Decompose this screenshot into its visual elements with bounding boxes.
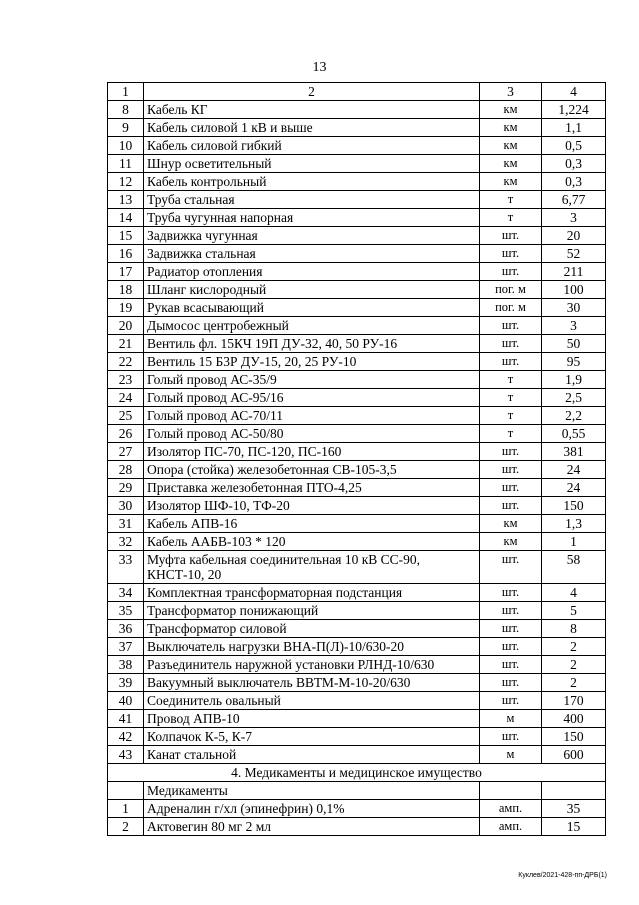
row-name: Кабель КГ	[144, 101, 480, 119]
row-name: Приставка железобетонная ПТО-4,25	[144, 479, 480, 497]
table-row	[108, 227, 606, 245]
table-row	[108, 155, 606, 173]
table-row	[108, 353, 606, 371]
row-unit: шт.	[480, 443, 542, 461]
row-number: 34	[108, 584, 144, 602]
row-quantity: 0,3	[542, 155, 606, 173]
table-row	[108, 818, 606, 836]
row-name: Вентиль фл. 15КЧ 19П ДУ-32, 40, 50 РУ-16	[144, 335, 480, 353]
row-number: 27	[108, 443, 144, 461]
header-cell-quantity: 4	[542, 83, 606, 101]
row-name: Трансформатор понижающий	[144, 602, 480, 620]
table-row	[108, 620, 606, 638]
row-quantity: 35	[542, 800, 606, 818]
row-unit: т	[480, 389, 542, 407]
row-name: Кабель силовой гибкий	[144, 137, 480, 155]
row-unit: т	[480, 209, 542, 227]
table-row	[108, 533, 606, 551]
table-row	[108, 461, 606, 479]
row-quantity: 6,77	[542, 191, 606, 209]
row-unit: т	[480, 425, 542, 443]
table-row	[108, 101, 606, 119]
table-row	[108, 371, 606, 389]
row-quantity: 30	[542, 299, 606, 317]
row-quantity: 24	[542, 461, 606, 479]
row-unit: шт.	[480, 317, 542, 335]
row-quantity: 400	[542, 710, 606, 728]
row-unit: шт.	[480, 353, 542, 371]
row-number: 19	[108, 299, 144, 317]
row-unit: км	[480, 137, 542, 155]
row-quantity: 1,224	[542, 101, 606, 119]
row-name: Шланг кислородный	[144, 281, 480, 299]
table-row	[108, 497, 606, 515]
row-number: 8	[108, 101, 144, 119]
row-unit: км	[480, 119, 542, 137]
row-unit: шт.	[480, 674, 542, 692]
table-row	[108, 389, 606, 407]
row-quantity: 4	[542, 584, 606, 602]
table-row	[108, 209, 606, 227]
row-number: 17	[108, 263, 144, 281]
row-unit: шт.	[480, 497, 542, 515]
row-quantity: 1,9	[542, 371, 606, 389]
row-number: 23	[108, 371, 144, 389]
row-name: Голый провод АС-95/16	[144, 389, 480, 407]
row-unit: т	[480, 371, 542, 389]
row-name: Задвижка стальная	[144, 245, 480, 263]
row-unit: шт.	[480, 461, 542, 479]
row-name: Голый провод АС-70/11	[144, 407, 480, 425]
row-number: 39	[108, 674, 144, 692]
table-row	[108, 191, 606, 209]
row-name: Голый провод АС-35/9	[144, 371, 480, 389]
row-quantity: 3	[542, 317, 606, 335]
row-name: Кабель АПВ-16	[144, 515, 480, 533]
row-number: 33	[108, 551, 144, 584]
row-name: Разъединитель наружной установки РЛНД-10/630	[144, 656, 480, 674]
row-unit: амп.	[480, 818, 542, 836]
row-name: Задвижка чугунная	[144, 227, 480, 245]
row-quantity: 20	[542, 227, 606, 245]
row-quantity: 52	[542, 245, 606, 263]
table-row	[108, 728, 606, 746]
row-number: 40	[108, 692, 144, 710]
row-quantity: 2,5	[542, 389, 606, 407]
row-quantity: 2	[542, 674, 606, 692]
row-name: Соединитель овальный	[144, 692, 480, 710]
row-name: Изолятор ШФ-10, ТФ-20	[144, 497, 480, 515]
table-row	[108, 137, 606, 155]
row-unit: шт.	[480, 263, 542, 281]
row-number: 41	[108, 710, 144, 728]
row-name: Выключатель нагрузки ВНА-П(Л)-10/630-20	[144, 638, 480, 656]
row-quantity: 0,55	[542, 425, 606, 443]
row-name: Муфта кабельная соединительная 10 кВ СС-90, КНСТ-10, 20	[144, 551, 480, 584]
row-number: 29	[108, 479, 144, 497]
row-unit: пог. м	[480, 299, 542, 317]
header-cell-name: 2	[144, 83, 480, 101]
row-quantity: 50	[542, 335, 606, 353]
table-row	[108, 407, 606, 425]
row-name: Комплектная трансформаторная подстанция	[144, 584, 480, 602]
row-name: Колпачок К-5, К-7	[144, 728, 480, 746]
row-unit: шт.	[480, 335, 542, 353]
table-row	[108, 317, 606, 335]
table-row	[108, 710, 606, 728]
row-quantity: 2	[542, 638, 606, 656]
row-name: Вентиль 15 Б3Р ДУ-15, 20, 25 РУ-10	[144, 353, 480, 371]
row-unit: амп.	[480, 800, 542, 818]
row-quantity: 170	[542, 692, 606, 710]
document-footer: Куклев/2021-428-пп-ДРБ(1)	[518, 872, 607, 879]
row-unit: км	[480, 515, 542, 533]
table-row	[108, 479, 606, 497]
row-number: 36	[108, 620, 144, 638]
row-unit: шт.	[480, 227, 542, 245]
row-number: 30	[108, 497, 144, 515]
row-unit: пог. м	[480, 281, 542, 299]
empty-cell	[542, 782, 606, 800]
table-row	[108, 638, 606, 656]
row-quantity: 3	[542, 209, 606, 227]
row-unit: м	[480, 710, 542, 728]
row-number: 16	[108, 245, 144, 263]
row-quantity: 150	[542, 728, 606, 746]
header-cell-unit: 3	[480, 83, 542, 101]
row-quantity: 211	[542, 263, 606, 281]
table-row	[108, 692, 606, 710]
row-quantity: 0,5	[542, 137, 606, 155]
row-unit: км	[480, 101, 542, 119]
row-unit: т	[480, 191, 542, 209]
row-name: Изолятор ПС-70, ПС-120, ПС-160	[144, 443, 480, 461]
row-number: 32	[108, 533, 144, 551]
row-quantity: 58	[542, 551, 606, 584]
row-number: 38	[108, 656, 144, 674]
row-unit: шт.	[480, 656, 542, 674]
inventory-table	[107, 82, 606, 836]
row-name: Адреналин г/хл (эпинефрин) 0,1%	[144, 800, 480, 818]
table-row	[108, 299, 606, 317]
table-row	[108, 425, 606, 443]
row-unit: шт.	[480, 245, 542, 263]
row-number: 13	[108, 191, 144, 209]
row-number: 10	[108, 137, 144, 155]
row-number: 12	[108, 173, 144, 191]
row-number: 9	[108, 119, 144, 137]
row-name: Кабель ААБВ-103 * 120	[144, 533, 480, 551]
row-number: 15	[108, 227, 144, 245]
row-name: Канат стальной	[144, 746, 480, 764]
table-row	[108, 551, 606, 584]
row-unit: т	[480, 407, 542, 425]
row-unit: шт.	[480, 728, 542, 746]
row-name: Шнур осветительный	[144, 155, 480, 173]
section-title: 4. Медикаменты и медицинское имущество	[108, 764, 606, 782]
row-name: Кабель контрольный	[144, 173, 480, 191]
table-row	[108, 281, 606, 299]
row-unit: шт.	[480, 602, 542, 620]
table-row	[108, 515, 606, 533]
row-quantity: 1,3	[542, 515, 606, 533]
table-row	[108, 443, 606, 461]
table-row	[108, 119, 606, 137]
row-name: Радиатор отопления	[144, 263, 480, 281]
row-quantity: 100	[542, 281, 606, 299]
row-quantity: 24	[542, 479, 606, 497]
table-row	[108, 173, 606, 191]
table-row	[108, 335, 606, 353]
row-quantity: 95	[542, 353, 606, 371]
table-row	[108, 800, 606, 818]
table-row	[108, 584, 606, 602]
row-unit: шт.	[480, 584, 542, 602]
row-quantity: 1	[542, 533, 606, 551]
row-unit: шт.	[480, 551, 542, 584]
row-unit: км	[480, 533, 542, 551]
row-name: Голый провод АС-50/80	[144, 425, 480, 443]
row-quantity: 5	[542, 602, 606, 620]
subsection-row	[108, 782, 606, 800]
row-quantity: 0,3	[542, 173, 606, 191]
subsection-title: Медикаменты	[144, 782, 480, 800]
row-name: Провод АПВ-10	[144, 710, 480, 728]
row-quantity: 381	[542, 443, 606, 461]
row-unit: шт.	[480, 620, 542, 638]
row-number: 28	[108, 461, 144, 479]
row-number: 24	[108, 389, 144, 407]
row-unit: шт.	[480, 638, 542, 656]
row-number: 26	[108, 425, 144, 443]
row-name: Кабель силовой 1 кВ и выше	[144, 119, 480, 137]
row-number: 2	[108, 818, 144, 836]
page-number: 13	[312, 60, 327, 75]
row-name: Опора (стойка) железобетонная СВ-105-3,5	[144, 461, 480, 479]
row-number: 22	[108, 353, 144, 371]
table-row	[108, 656, 606, 674]
row-number: 20	[108, 317, 144, 335]
row-quantity: 1,1	[542, 119, 606, 137]
table-row	[108, 746, 606, 764]
row-name: Трансформатор силовой	[144, 620, 480, 638]
row-unit: шт.	[480, 479, 542, 497]
row-quantity: 8	[542, 620, 606, 638]
row-number: 25	[108, 407, 144, 425]
row-quantity: 2,2	[542, 407, 606, 425]
header-cell-number: 1	[108, 83, 144, 101]
row-number: 11	[108, 155, 144, 173]
row-unit: шт.	[480, 692, 542, 710]
table-row	[108, 263, 606, 281]
table-row	[108, 602, 606, 620]
row-number: 37	[108, 638, 144, 656]
row-name: Труба чугунная напорная	[144, 209, 480, 227]
row-number: 43	[108, 746, 144, 764]
row-name: Вакуумный выключатель ВВТМ-М-10-20/630	[144, 674, 480, 692]
row-unit: км	[480, 173, 542, 191]
row-name: Актовегин 80 мг 2 мл	[144, 818, 480, 836]
row-number: 42	[108, 728, 144, 746]
row-number: 31	[108, 515, 144, 533]
row-number: 14	[108, 209, 144, 227]
empty-cell	[480, 782, 542, 800]
table-header-row	[108, 83, 606, 101]
table-row	[108, 674, 606, 692]
row-name: Рукав всасывающий	[144, 299, 480, 317]
row-number: 1	[108, 800, 144, 818]
row-name: Труба стальная	[144, 191, 480, 209]
row-quantity: 2	[542, 656, 606, 674]
empty-cell	[108, 782, 144, 800]
row-number: 35	[108, 602, 144, 620]
row-quantity: 600	[542, 746, 606, 764]
row-number: 21	[108, 335, 144, 353]
row-unit: м	[480, 746, 542, 764]
row-unit: км	[480, 155, 542, 173]
section-row	[108, 764, 606, 782]
row-quantity: 15	[542, 818, 606, 836]
row-name: Дымосос центробежный	[144, 317, 480, 335]
row-quantity: 150	[542, 497, 606, 515]
row-number: 18	[108, 281, 144, 299]
table-row	[108, 245, 606, 263]
